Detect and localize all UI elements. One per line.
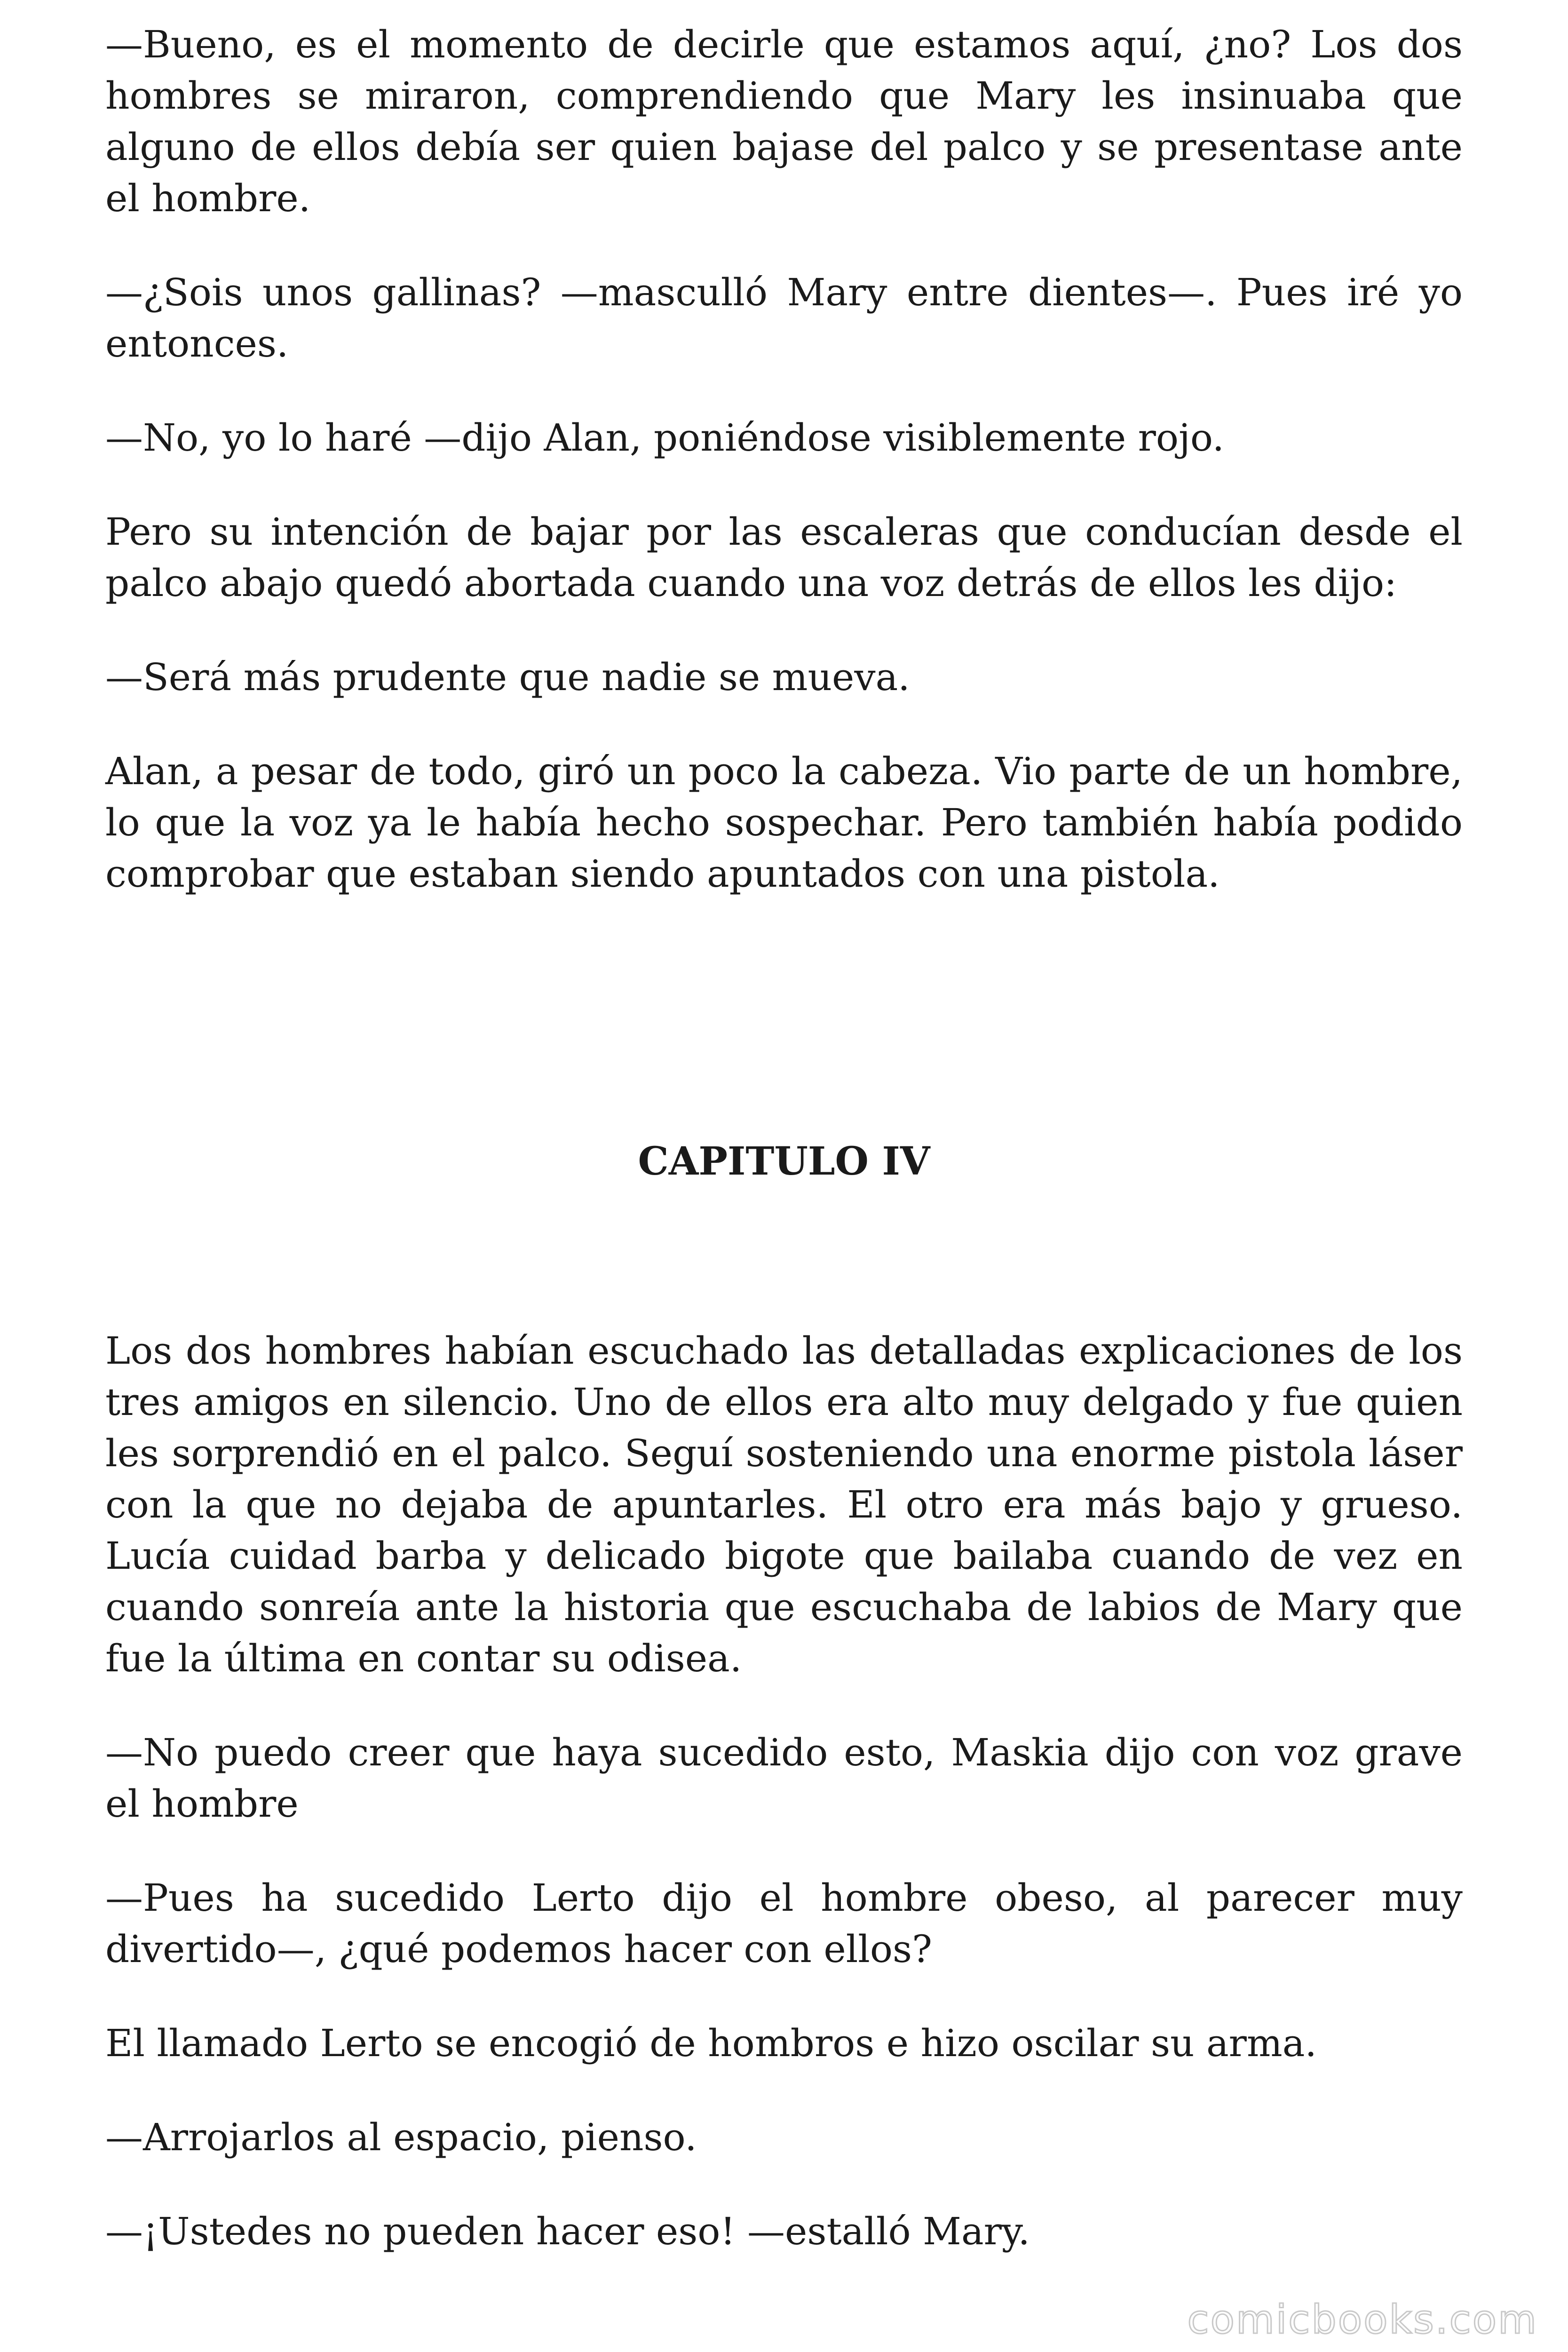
- paragraph: Los dos hombres habían escuchado las detalladas explicaciones de los tres amigos en silencio. Uno de ellos era alto muy delgado y fue quien les sorprendió en el palco. Seguí sosteniendo una enorme pistola láser con la que no dejaba de apuntarles. El otro era más bajo y grueso. Lucía cuidad barba y delicado bigote que bailaba cuando de vez en cuando sonreía ante la historia que escuchaba de labios de Mary que fue la última en contar su odisea.: [105, 1329, 1463, 1680]
- paragraph: Alan, a pesar de todo, giró un poco la cabeza. Vio parte de un hombre, lo que la voz ya le había hecho sospechar. Pero también había podido comprobar que estaban siendo apuntados con una pistola.: [105, 749, 1463, 896]
- page-body-top: [105, 19, 1463, 942]
- chapter-title: CAPITULO IV: [638, 1139, 930, 1184]
- paragraph: —Bueno, es el momento de decirle que estamos aquí, ¿no? Los dos hombres se miraron, comprendiendo que Mary les insinuaba que alguno de ellos debía ser quien bajase del palco y se presentase ante el hombre.: [105, 23, 1463, 220]
- paragraph: Pero su intención de bajar por las escaleras que conducían desde el palco abajo quedó abortada cuando una voz detrás de ellos les dijo:: [105, 510, 1463, 605]
- chapter-heading-block: [105, 1136, 1463, 1187]
- paragraph: —¿Sois unos gallinas? —masculló Mary entre dientes—. Pues iré yo entonces.: [105, 270, 1463, 366]
- paragraph: El llamado Lerto se encogió de hombros e hizo oscilar su arma.: [105, 2021, 1317, 2065]
- paragraph: —No, yo lo haré —dijo Alan, poniéndose visiblemente rojo.: [105, 416, 1225, 460]
- paragraph: —Pues ha sucedido Lerto dijo el hombre obeso, al parecer muy divertido—, ¿qué podemos hacer con ellos?: [105, 1876, 1463, 1971]
- page-body-bottom: [105, 1325, 1463, 2300]
- paragraph: —¡Ustedes no pueden hacer eso! —estalló Mary.: [105, 2209, 1030, 2253]
- paragraph: —Será más prudente que nadie se mueva.: [105, 655, 910, 699]
- paragraph: —Arrojarlos al espacio, pienso.: [105, 2115, 697, 2159]
- watermark: comicbooks.com: [1187, 2296, 1538, 2343]
- paragraph: —No puedo creer que haya sucedido esto, Maskia dijo con voz grave el hombre: [105, 1731, 1463, 1826]
